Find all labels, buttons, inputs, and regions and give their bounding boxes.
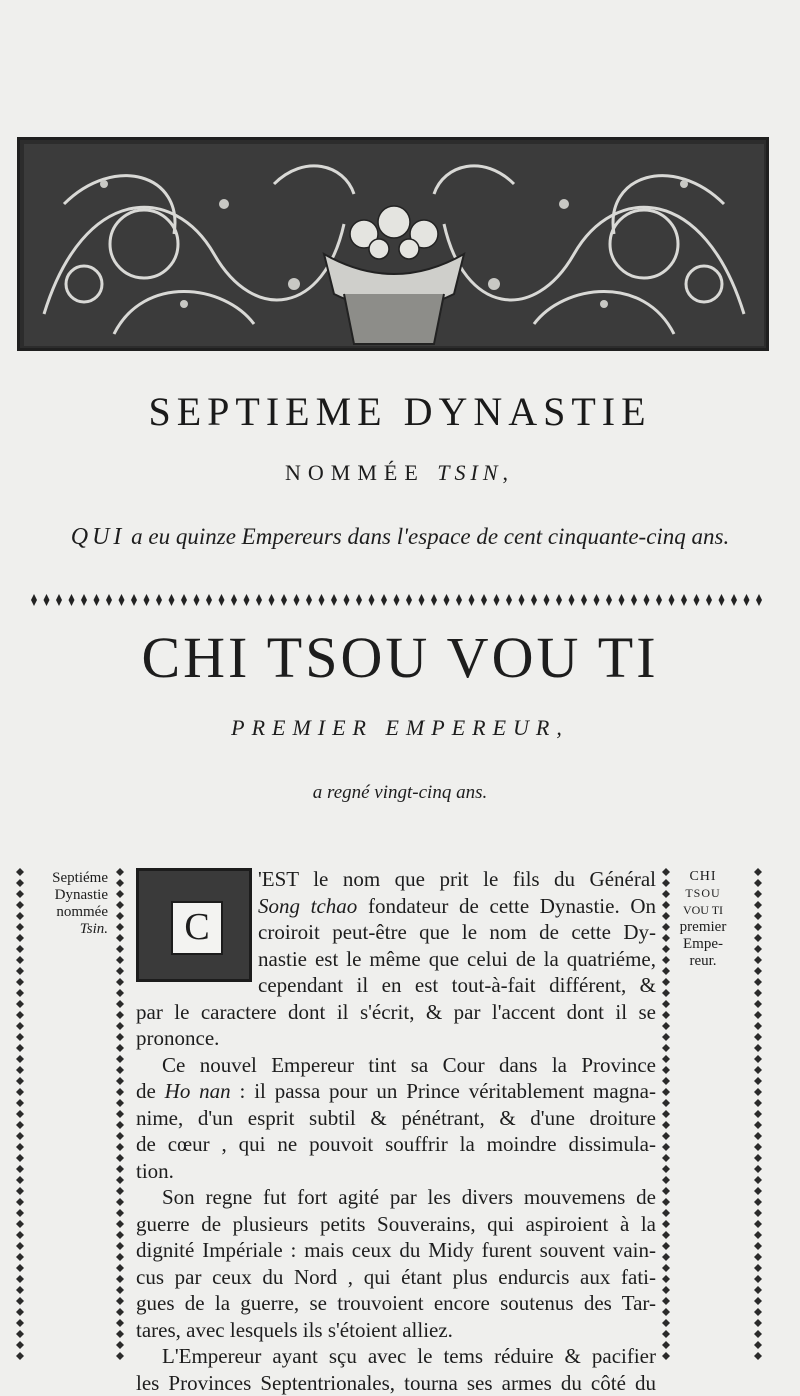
margin-left-line: nommée xyxy=(30,904,108,921)
emperor-reign: a regné vingt-cinq ans. xyxy=(0,782,800,804)
text-line: cus par ceux du Nord , qui étant plus endurcis aux fati- xyxy=(136,1264,656,1291)
right-margin-note xyxy=(672,868,734,970)
text-line: nime, d'un esprit subtil & pénétrant, & d'une droiture xyxy=(136,1105,656,1132)
margin-left-line: Dynastie xyxy=(30,887,108,904)
margin-right-line: VOU TI xyxy=(672,902,734,919)
text-line: de Ho nan : il passa pour un Prince véritablement magna- xyxy=(136,1078,656,1105)
left-margin-note xyxy=(30,870,108,938)
dynasty-named-line: NOMMÉE TSIN, xyxy=(0,460,800,486)
named-dynasty: TSIN xyxy=(437,460,502,485)
text-line: de cœur , qui ne pouvoit souffrir la moindre dissimula- xyxy=(136,1131,656,1158)
text-line: 'EST le nom que prit le fils du Général xyxy=(136,866,656,893)
emperor-title: CHI TSOU VOU TI xyxy=(0,624,800,691)
text-line: guerre de plusieurs petits Souverains, qui aspiroient à la xyxy=(136,1211,656,1238)
text-line: tares, avec lesquels ils s'étoient alliez. xyxy=(136,1317,656,1344)
margin-right-line: CHI xyxy=(672,868,734,885)
margin-right-line: TSOU xyxy=(672,885,734,902)
reign-cap: QUI xyxy=(71,524,126,550)
text-line: prononce. xyxy=(136,1025,656,1052)
margin-right-line: reur. xyxy=(672,953,734,970)
text-line: Song tchao fondateur de cette Dynastie. On xyxy=(136,893,656,920)
text-line: L'Empereur ayant sçu avec le tems réduire & pacifier xyxy=(136,1343,656,1370)
outer-left-border xyxy=(14,866,26,1366)
text-line: gues de la guerre, se trouvoient encore soutenus des Tar- xyxy=(136,1290,656,1317)
margin-left-line: Septiéme xyxy=(30,870,108,887)
reign-rest: a eu quinze Empereurs dans l'espace de cent cinquante-cinq ans. xyxy=(131,524,729,549)
text-line: les Provinces Septentrionales, tourna ses armes du côté du xyxy=(136,1370,656,1396)
dynasty-title: SEPTIEME DYNASTIE xyxy=(0,388,800,435)
margin-left-line: Tsin. xyxy=(30,921,108,938)
text-line: Son regne fut fort agité par les divers mouvemens de xyxy=(136,1184,656,1211)
text-line: par le caractere dont il s'écrit, & par l'accent dont il se xyxy=(136,999,656,1026)
right-text-border xyxy=(660,866,672,1366)
dynasty-reign-line xyxy=(40,524,760,551)
floral-engraving-image xyxy=(24,144,764,346)
text-line: nastie est le même que celui de la quatriéme, xyxy=(136,946,656,973)
named-prefix: NOMMÉE xyxy=(285,460,425,485)
emperor-subtitle: PREMIER EMPEREUR, xyxy=(0,715,800,741)
margin-right-line: premier xyxy=(672,919,734,936)
initial-letter: C xyxy=(171,901,223,955)
outer-right-border xyxy=(752,866,764,1366)
left-text-border xyxy=(114,866,126,1366)
body-text xyxy=(136,866,656,1396)
text-line: cependant il en est tout-à-fait différent, & xyxy=(136,972,656,999)
ornamental-divider xyxy=(28,590,768,610)
text-line: croiroit peut-être que le nom de cette Dy- xyxy=(136,919,656,946)
text-line: tion. xyxy=(136,1158,656,1185)
ornamental-header-banner xyxy=(17,137,769,351)
margin-right-line: Empe- xyxy=(672,936,734,953)
text-line: dignité Impériale : mais ceux du Midy furent souvent vain- xyxy=(136,1237,656,1264)
text-line: Ce nouvel Empereur tint sa Cour dans la Province xyxy=(136,1052,656,1079)
